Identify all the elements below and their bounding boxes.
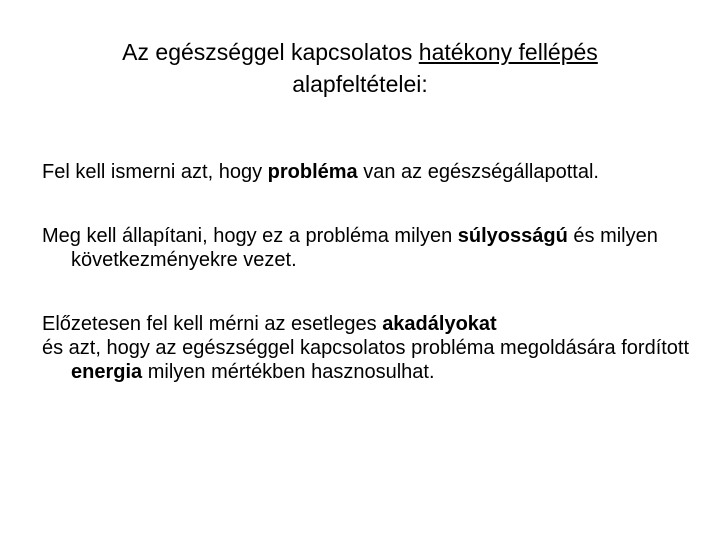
slide-body xyxy=(42,160,692,384)
paragraph-2-bold: súlyosságú xyxy=(457,225,568,247)
slide-title xyxy=(40,36,680,100)
paragraph-obstacles xyxy=(42,312,692,384)
title-text-part1: Az egészséggel kapcsolatos xyxy=(122,39,419,65)
paragraph-3-text: Előzetesen fel kell mérni az esetleges xyxy=(42,313,383,335)
paragraph-severity xyxy=(42,224,692,272)
paragraph-1-text: Fel kell ismerni azt, hogy xyxy=(42,161,268,183)
paragraph-3-bold: akadályokat xyxy=(382,313,497,335)
title-underlined-text: hatékony fellépés xyxy=(418,39,598,65)
title-text-line2: alapfeltételei: xyxy=(292,71,428,97)
paragraph-3-line2 xyxy=(42,336,692,384)
paragraph-3-line2-text: és azt, hogy az egészséggel kapcsolatos probléma megoldására fordított xyxy=(42,337,690,359)
paragraph-3-line2-bold: energia xyxy=(71,361,143,383)
paragraph-problem-recognition xyxy=(42,160,692,184)
paragraph-2-text-end: és milyen következményekre vezet. xyxy=(71,225,658,271)
paragraph-1-text-end: van az egészségállapottal. xyxy=(357,161,599,183)
paragraph-1-bold: probléma xyxy=(267,161,358,183)
paragraph-2-text: Meg kell állapítani, hogy ez a probléma milyen xyxy=(42,225,458,247)
paragraph-3-line2-text-end: milyen mértékben hasznosulhat. xyxy=(142,361,435,383)
